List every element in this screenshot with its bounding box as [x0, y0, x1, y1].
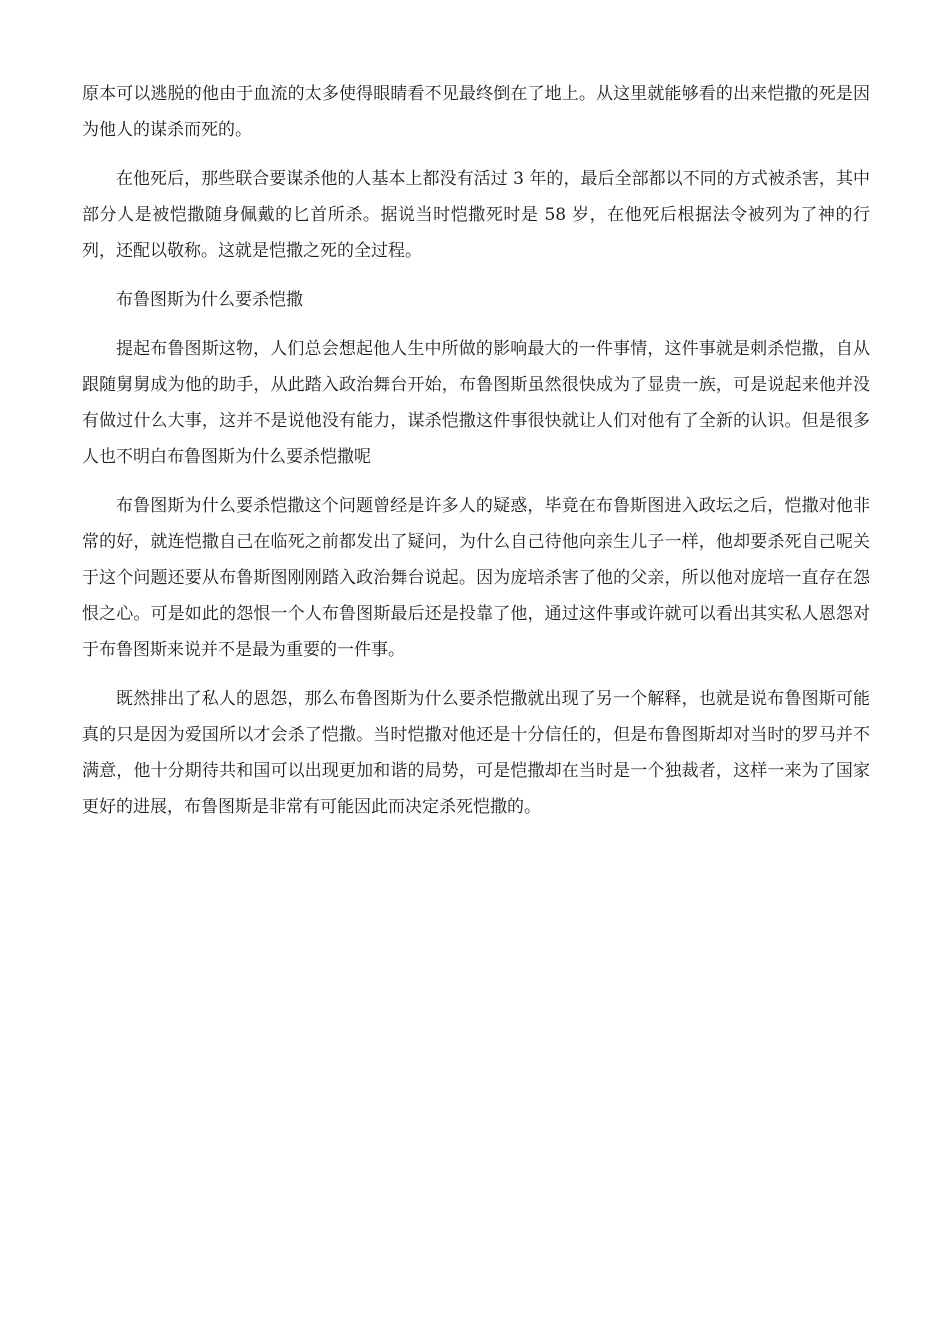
- paragraph-continuation: 原本可以逃脱的他由于血流的太多使得眼睛看不见最终倒在了地上。从这里就能够看的出来恺撒的死是因为他人的谋杀而死的。: [82, 84, 870, 140]
- paragraph-brutus-intro: 提起布鲁图斯这物，人们总会想起他人生中所做的影响最大的一件事情，这件事就是刺杀恺撒，自从跟随舅舅成为他的助手，从此踏入政治舞台开始，布鲁图斯虽然很快成为了显贵一族，可是说起来他并没有做过什么大事，这并不是说他没有能力，谋杀恺撒这件事很快就让人们对他有了全新的认识。但是很多人也不明白布鲁图斯为什么要杀恺撒呢: [82, 339, 870, 467]
- paragraph-brutus-patriotism: 既然排出了私人的恩怨，那么布鲁图斯为什么要杀恺撒就出现了另一个解释，也就是说布鲁图斯可能真的只是因为爱国所以才会杀了恺撒。当时恺撒对他还是十分信任的，但是布鲁图斯却对当时的罗马并不满意，他十分期待共和国可以出现更加和谐的局势，可是恺撒却在当时是一个独裁者，这样一来为了国家更好的进展，布鲁图斯是非常有可能因此而决定杀死恺撒的。: [82, 689, 870, 817]
- document-body: [82, 76, 870, 838]
- section-heading: 布鲁图斯为什么要杀恺撒: [116, 290, 303, 310]
- paragraph-brutus-question: 布鲁图斯为什么要杀恺撒这个问题曾经是许多人的疑惑，毕竟在布鲁斯图进入政坛之后，恺撒对他非常的好，就连恺撒自己在临死之前都发出了疑问，为什么自己待他向亲生儿子一样，他却要杀死自己呢关于这个问题还要从布鲁斯图刚刚踏入政治舞台说起。因为庞培杀害了他的父亲，所以他对庞培一直存在怨恨之心。可是如此的怨恨一个人布鲁图斯最后还是投靠了他，通过这件事或许就可以看出其实私人恩怨对于布鲁图斯来说并不是最为重要的一件事。: [82, 496, 870, 660]
- paragraph-after-death: 在他死后，那些联合要谋杀他的人基本上都没有活过 3 年的，最后全部都以不同的方式被杀害，其中部分人是被恺撒随身佩戴的匕首所杀。据说当时恺撒死时是 58 岁，在他死后根据法令被列为了神的行列，还配以敬称。这就是恺撒之死的全过程。: [82, 169, 870, 261]
